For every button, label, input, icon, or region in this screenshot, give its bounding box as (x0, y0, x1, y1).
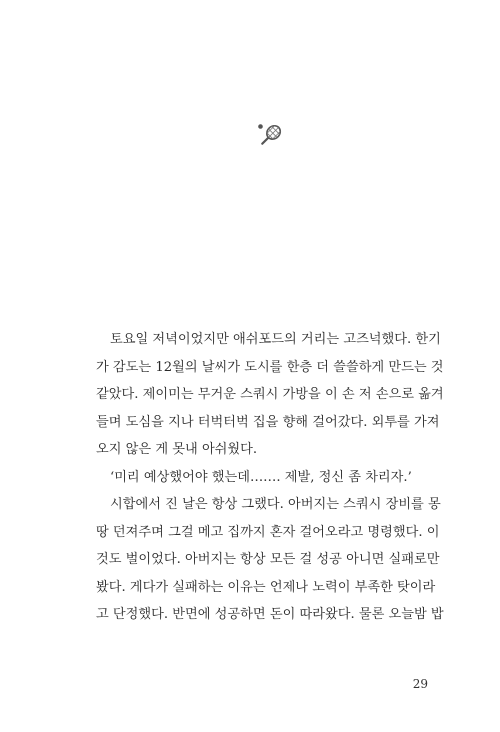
text-line: ‘미리 예상했어야 했는데……. 제발, 정신 좀 차리자.’ (110, 469, 412, 485)
text-line: 봤다. 게다가 실패하는 이유는 언제나 노력이 부족한 탓이라 (96, 579, 436, 595)
text-line: 것도 벌이었다. 아버지는 항상 모든 걸 성공 아니면 실패로만 (96, 552, 440, 567)
text-line: 같았다. 제이미는 무거운 스쿼시 가방을 이 손 저 손으로 옮겨 (96, 387, 444, 402)
text-line: 시합에서 진 날은 항상 그랬다. 아버지는 스쿼시 장비를 몽 (110, 497, 441, 512)
body-text (96, 326, 444, 629)
text-line: 토요일 저녁이었지만 애쉬포드의 거리는 고즈넉했다. 한기 (110, 332, 441, 347)
page-number: 29 (412, 677, 428, 691)
text-line: 가 감도는 12월의 날씨가 도시를 한층 더 쓸쓸하게 만드는 것 (96, 359, 444, 375)
text-line: 고 단정했다. 반면에 성공하면 돈이 따라왔다. 물론 오늘밤 밥 (96, 607, 444, 622)
text-line: 땅 던져주며 그걸 메고 집까지 혼자 걸어오라고 명령했다. 이 (96, 524, 440, 540)
text-line: 들며 도심을 지나 터벅터벅 집을 향해 걸어갔다. 외투를 가져 (96, 414, 440, 430)
text-line: 오지 않은 게 못내 아쉬웠다. (96, 442, 258, 457)
tennis-racket-icon (256, 122, 284, 150)
